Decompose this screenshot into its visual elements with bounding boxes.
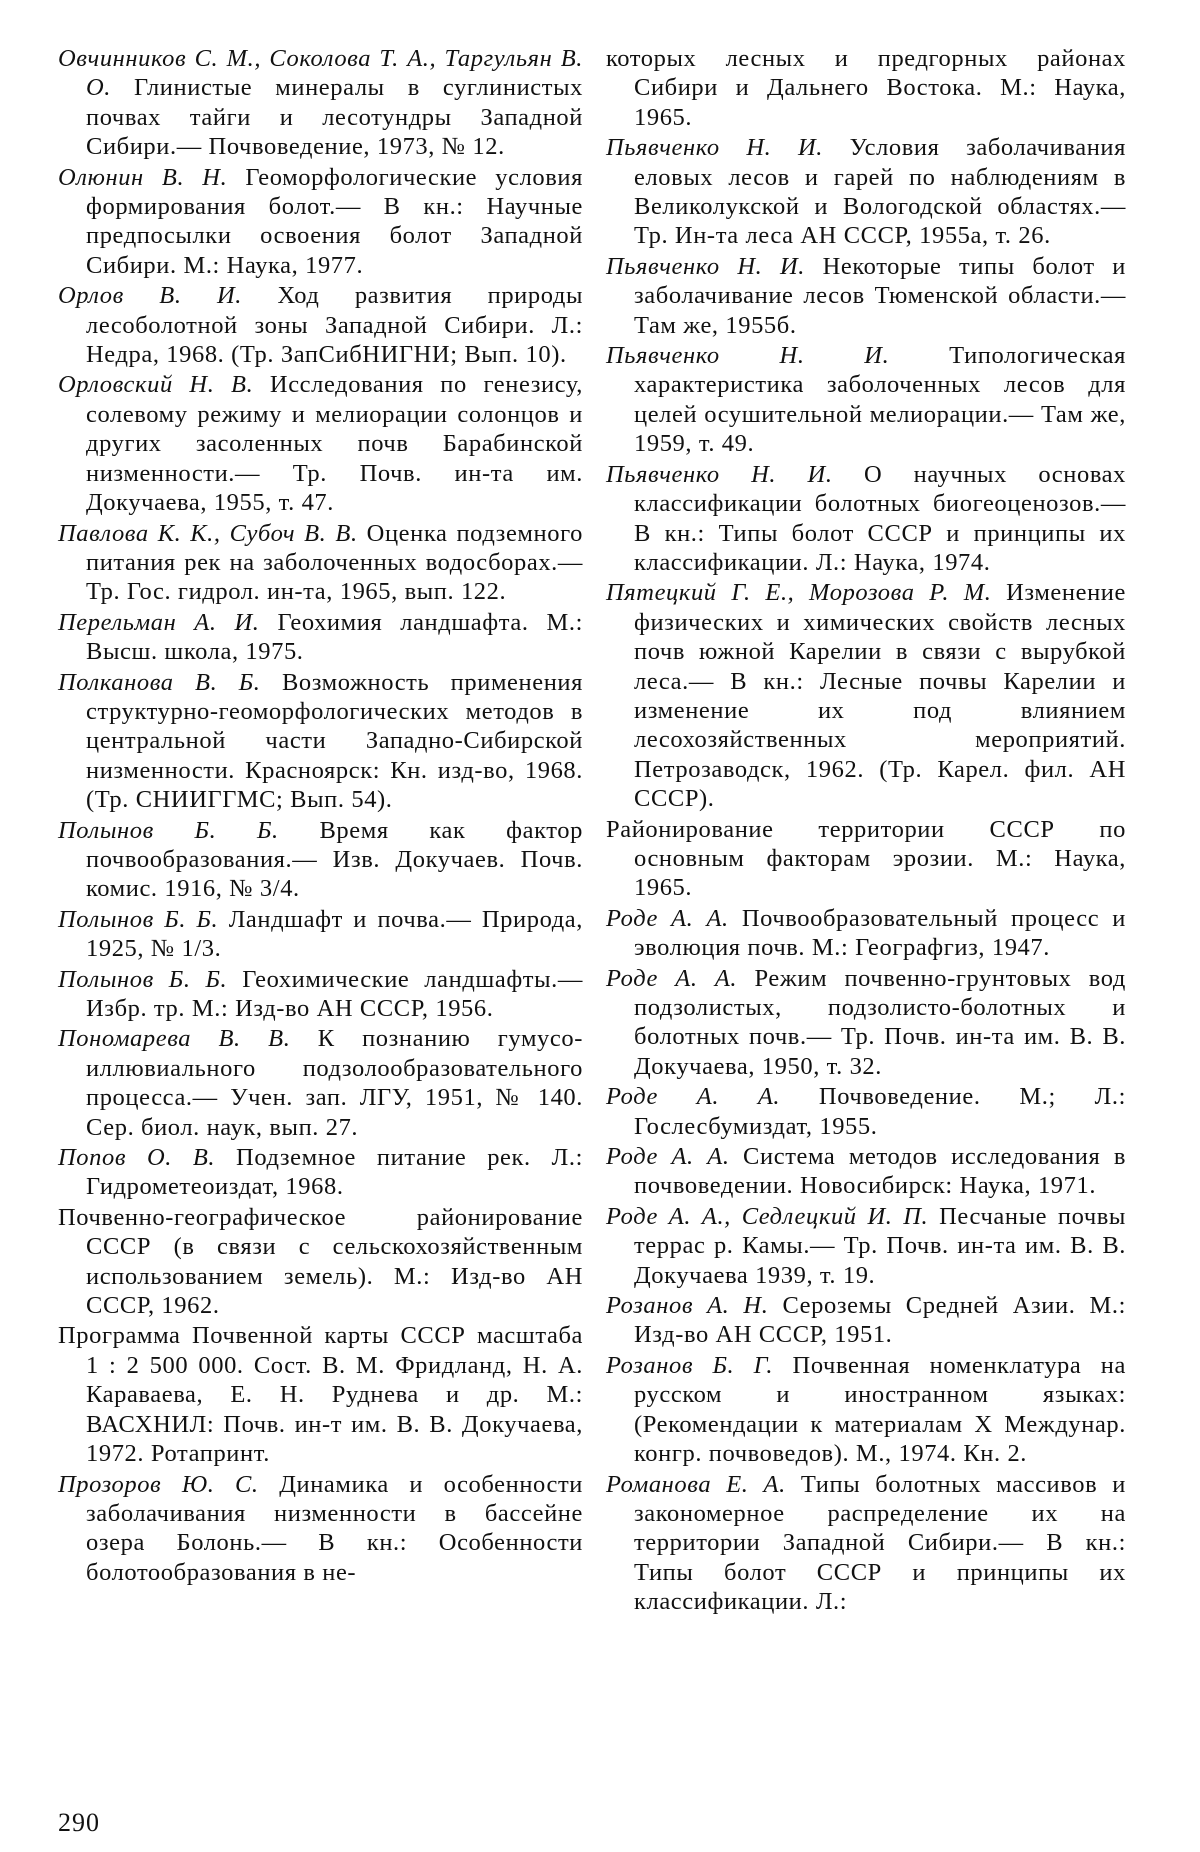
reference-entry [58, 1203, 583, 1321]
reference-entry [606, 578, 1126, 813]
entry-text: Типы болотных массивов и закономерное распределение их на территории Западной Сибири.— В кн.: Типы болот СССР и принципы их классификации. Л.: [634, 1470, 1126, 1616]
entry-author: Пономарева В. В. [58, 1025, 291, 1053]
reference-entry [606, 133, 1126, 251]
entry-text: Подземное питание рек. Л.: Гидрометеоиздат, 1968. [86, 1144, 583, 1201]
entry-text: Районирование территории СССР по основным факторам эрозии. М.: Наука, 1965. [606, 815, 1126, 902]
entry-text: Геоморфологические условия формирования болот.— В кн.: Научные предпосылки освоения болот Западной Сибири. М.: Наука, 1977. [86, 163, 583, 279]
entry-text: Ландшафт и почва.— Природа, 1925, № 1/3. [86, 905, 583, 963]
entry-author: Полынов Б. Б. [58, 965, 228, 993]
reference-entry [58, 608, 583, 667]
entry-text: Почвенная номенклатура на русском и иностранном языках: (Рекомендации к материалам X Междунар. конгр. почвоведов). М., 1974. Кн. 2. [634, 1351, 1126, 1468]
reference-entry [58, 163, 583, 281]
reference-entry [58, 370, 583, 517]
reference-entry [58, 905, 583, 964]
reference-entry [58, 519, 583, 607]
entry-text: Условия заболачивания еловых лесов и гарей по наблюдениям в Великолукской и Вологодской областях.— Тр. Ин-та леса АН СССР, 1955а, т. 26. [634, 134, 1127, 250]
entry-text: Возможность применения структурно-геоморфологических методов в центральной части Западно-Сибирской низменности. Красноярск: Кн. изд-во, 1968. (Тр. СНИИГГМС; Вып. 54). [86, 668, 583, 814]
entry-text: К познанию гумусо-иллювиального подзолообразовательного процесса.— Учен. зап. ЛГУ, 1951, № 140. Сер. биол. наук, вып. 27. [86, 1025, 583, 1141]
entry-author: Роде А. А. [606, 964, 738, 992]
entry-text: Режим почвенно-грунтовых вод подзолистых, подзолисто-болотных и болотных почв.— Тр. Почв. ин-та им. В. В. Докучаева, 1950, т. 32. [634, 964, 1126, 1080]
entry-author: Пьявченко Н. И. [606, 460, 833, 488]
entry-author: Перельман А. И. [58, 608, 260, 636]
entry-author: Павлова К. К., Субоч В. В. [58, 519, 358, 547]
entry-text: Почвоведение. М.; Л.: Гослесбумиздат, 1955. [634, 1083, 1126, 1140]
reference-entry [58, 965, 583, 1024]
reference-entry [58, 816, 583, 904]
reference-entry [606, 1142, 1126, 1201]
entry-text: Геохимические ландшафты.— Избр. тр. М.: Изд-во АН СССР, 1956. [86, 965, 583, 1022]
reference-entry [606, 44, 1126, 132]
entry-text: Программа Почвенной карты СССР масштаба 1 : 2 500 000. Сост. В. М. Фридланд, Н. А. Караваева, Е. Н. Руднева и др. М.: ВАСХНИЛ: Почв. ин-т им. В. В. Докучаева, 1972. Ротапринт. [58, 1322, 583, 1468]
reference-entry [606, 341, 1126, 459]
reference-entry [58, 1470, 583, 1588]
entry-author: Роде А. А. [606, 1143, 730, 1171]
entry-text: Время как фактор почвообразования.— Изв. Докучаев. Почв. комис. 1916, № 3/4. [86, 816, 583, 903]
reference-entry [606, 252, 1126, 340]
reference-entry [58, 668, 583, 815]
entry-author: Роде А. А., Седлецкий И. П. [606, 1202, 929, 1230]
entry-author: Овчинников С. М., Соколова Т. А., Таргульян В. О. [58, 45, 583, 102]
reference-entry [606, 964, 1126, 1082]
entry-text: Динамика и особенности заболачивания низменности в бассейне озера Болонь.— В кн.: Особенности болотообразования в не- [86, 1470, 583, 1586]
reference-entry [58, 44, 583, 162]
left-column [58, 44, 583, 1588]
entry-text: Геохимия ландшафта. М.: Высш. школа, 1975. [86, 608, 583, 666]
entry-author: Орлов В. И. [58, 282, 243, 310]
entry-text: Глинистые минералы в суглинистых почвах тайги и лесотундры Западной Сибири.— Почвоведение, 1973, № 12. [86, 74, 583, 161]
entry-author: Полканова В. Б. [58, 668, 261, 696]
entry-author: Попов О. В. [58, 1144, 216, 1172]
entry-text: Система методов исследования в почвоведении. Новосибирск: Наука, 1971. [634, 1143, 1126, 1200]
reference-entry [606, 1082, 1126, 1141]
entry-text: Оценка подземного питания рек на заболоченных водосборах.— Тр. Гос. гидрол. ин-та, 1965, вып. 122. [86, 519, 583, 606]
reference-entry [606, 904, 1126, 963]
entry-text: которых лесных и предгорных районах Сибири и Дальнего Востока. М.: Наука, 1965. [606, 45, 1126, 131]
page-number: 290 [58, 1808, 100, 1837]
reference-entry [606, 1351, 1126, 1469]
entry-author: Пьявченко Н. И. [606, 252, 806, 280]
entry-text: Почвенно-географическое районирование СССР (в связи с сельскохозяйственным использованием земель). М.: Изд-во АН СССР, 1962. [58, 1203, 583, 1320]
entry-author: Роде А. А. [606, 904, 729, 932]
entry-text: Исследования по генезису, солевому режиму и мелиорации солонцов и других засоленных почв Барабинской низменности.— Тр. Почв. ин-та им. Докучаева, 1955, т. 47. [86, 371, 583, 517]
entry-author: Роде А. А. [606, 1083, 781, 1111]
reference-entry [606, 460, 1126, 578]
entry-text: Песчаные почвы террас р. Камы.— Тр. Почв. ин-та им. В. В. Докучаева 1939, т. 19. [634, 1202, 1126, 1289]
reference-entry [58, 1321, 583, 1468]
entry-text: Изменение физических и химических свойств лесных почв южной Карелии в связи с вырубкой леса.— В кн.: Лесные почвы Карелии и изменение их под влиянием лесохозяйственных мероприятий. Петрозаводск, 1962. (Тр. Карел. фил. АН СССР). [634, 579, 1126, 813]
right-column [606, 44, 1126, 1618]
entry-author: Прозоров Ю. С. [58, 1470, 259, 1498]
entry-author: Романова Е. А. [606, 1470, 786, 1498]
reference-entry [606, 1470, 1126, 1617]
reference-entry [606, 1291, 1126, 1350]
entry-text: Некоторые типы болот и заболачивание лесов Тюменской области.— Там же, 1955б. [634, 252, 1126, 339]
entry-text: Сероземы Средней Азии. М.: Изд-во АН СССР, 1951. [634, 1292, 1126, 1349]
entry-text: Типологическая характеристика заболоченных лесов для целей осушительной мелиорации.— Там же, 1959, т. 49. [634, 342, 1127, 458]
reference-entry [606, 1202, 1126, 1290]
entry-author: Пятецкий Г. Е., Морозова Р. М. [606, 579, 992, 607]
entry-text: О научных основах классификации болотных биогеоценозов.— В кн.: Типы болот СССР и принципы их классификации. Л.: Наука, 1974. [634, 460, 1126, 576]
reference-entry [58, 1024, 583, 1142]
entry-author: Пьявченко Н. И. [606, 134, 823, 162]
reference-entry [58, 281, 583, 369]
entry-author: Орловский Н. В. [58, 371, 254, 399]
entry-author: Розанов Б. Г. [606, 1351, 774, 1379]
entry-author: Розанов А. Н. [606, 1292, 769, 1320]
reference-entry [606, 815, 1126, 903]
entry-author: Олюнин В. Н. [58, 163, 228, 191]
entry-text: Ход развития природы лесоболотной зоны Западной Сибири. Л.: Недра, 1968. (Тр. ЗапСибНИГНИ; Вып. 10). [86, 282, 583, 369]
entry-author: Полынов Б. Б. [58, 905, 219, 933]
entry-author: Полынов Б. Б. [58, 816, 279, 844]
entry-text: Почвообразовательный процесс и эволюция почв. М.: Географгиз, 1947. [634, 904, 1126, 962]
reference-entry [58, 1143, 583, 1202]
entry-author: Пьявченко Н. И. [606, 342, 890, 370]
